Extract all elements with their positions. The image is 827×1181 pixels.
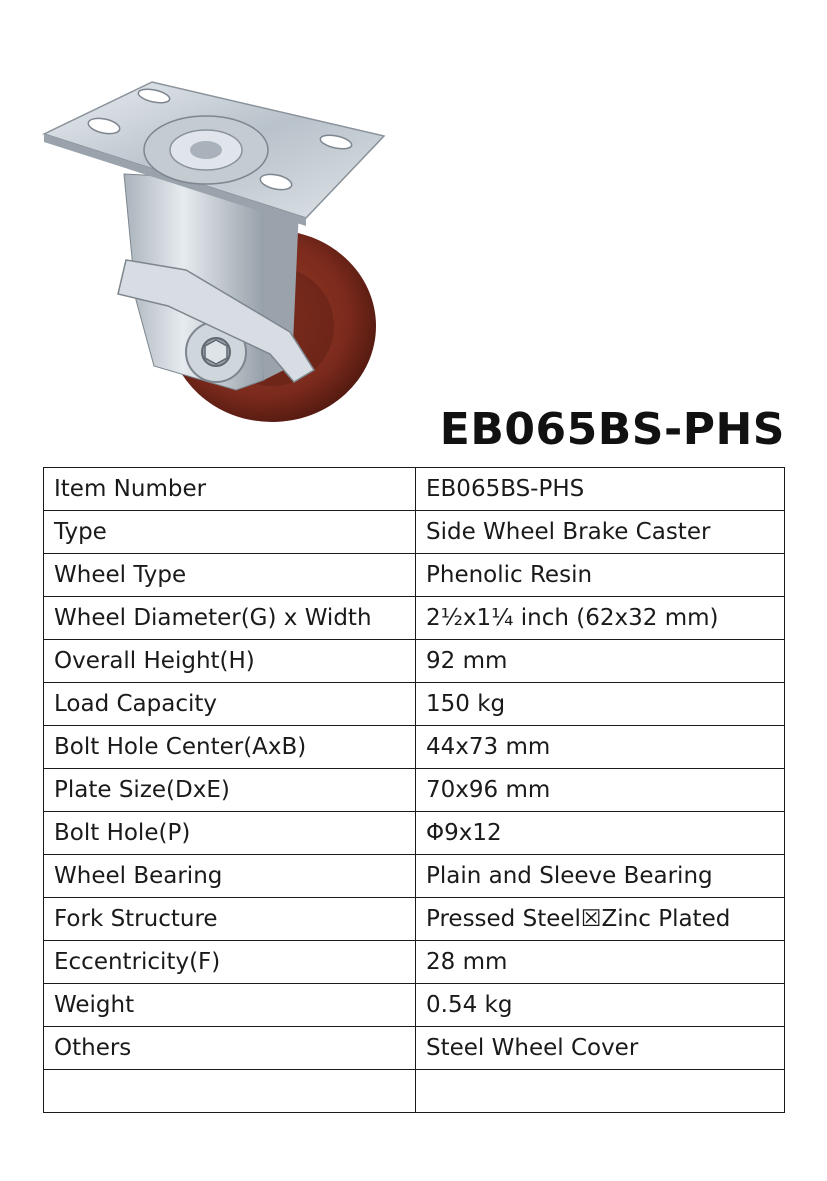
spec-value: 2½x1¼ inch (62x32 mm) (416, 597, 785, 640)
spec-value: 150 kg (416, 683, 785, 726)
model-title: EB065BS-PHS (439, 404, 785, 455)
spec-value: Steel Wheel Cover (416, 1027, 785, 1070)
spec-row (44, 597, 785, 640)
spec-row (44, 898, 785, 941)
spec-label: Eccentricity(F) (44, 941, 416, 984)
spec-value: 92 mm (416, 640, 785, 683)
caster-product-image (36, 70, 396, 430)
spec-value: 44x73 mm (416, 726, 785, 769)
spec-label: Item Number (44, 468, 416, 511)
spec-row (44, 468, 785, 511)
spec-value (416, 1070, 785, 1113)
spec-row (44, 1027, 785, 1070)
spec-value: Φ9x12 (416, 812, 785, 855)
spec-label: Wheel Diameter(G) x Width (44, 597, 416, 640)
spec-label: Load Capacity (44, 683, 416, 726)
spec-row (44, 984, 785, 1027)
spec-label: Fork Structure (44, 898, 416, 941)
spec-row (44, 941, 785, 984)
spec-row (44, 769, 785, 812)
spec-label: Overall Height(H) (44, 640, 416, 683)
spec-row (44, 812, 785, 855)
spec-label: Wheel Type (44, 554, 416, 597)
spec-label: Bolt Hole(P) (44, 812, 416, 855)
spec-value: 70x96 mm (416, 769, 785, 812)
spec-value: Plain and Sleeve Bearing (416, 855, 785, 898)
spec-row (44, 640, 785, 683)
spec-value: Phenolic Resin (416, 554, 785, 597)
spec-row (44, 683, 785, 726)
spec-value: 0.54 kg (416, 984, 785, 1027)
spec-row (44, 855, 785, 898)
spec-row (44, 511, 785, 554)
spec-row (44, 726, 785, 769)
spec-value: EB065BS-PHS (416, 468, 785, 511)
spec-row (44, 554, 785, 597)
spec-label: Bolt Hole Center(AxB) (44, 726, 416, 769)
spec-value: Side Wheel Brake Caster (416, 511, 785, 554)
spec-label: Type (44, 511, 416, 554)
spec-label: Weight (44, 984, 416, 1027)
spec-table (43, 467, 785, 1113)
spec-label: Wheel Bearing (44, 855, 416, 898)
spec-row (44, 1070, 785, 1113)
spec-value: 28 mm (416, 941, 785, 984)
spec-label: Others (44, 1027, 416, 1070)
spec-value: Pressed Steel☒Zinc Plated (416, 898, 785, 941)
spec-label (44, 1070, 416, 1113)
spec-label: Plate Size(DxE) (44, 769, 416, 812)
